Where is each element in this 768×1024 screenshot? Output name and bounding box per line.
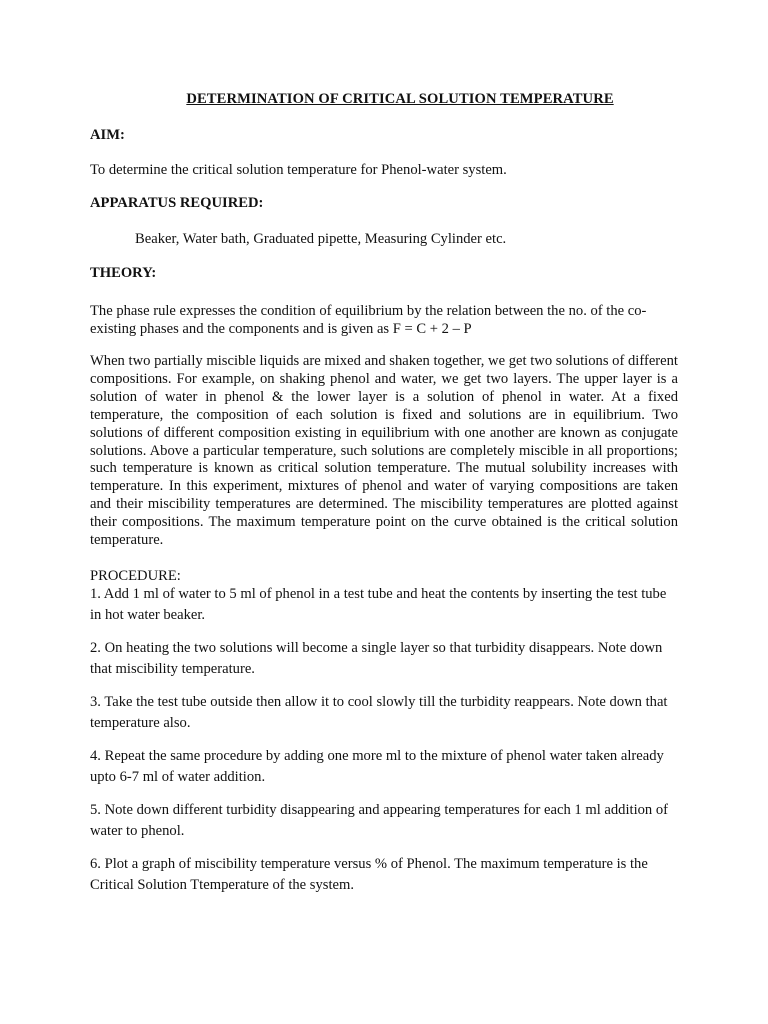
procedure-step: 1. Add 1 ml of water to 5 ml of phenol in a test tube and heat the contents by inserting the test tube in hot water beaker. (90, 586, 667, 623)
procedure-step: 3. Take the test tube outside then allow it to cool slowly till the turbidity reappears. Note down that temperature also. (90, 694, 668, 731)
procedure-heading: PROCEDURE: (90, 568, 181, 584)
page-title: DETERMINATION OF CRITICAL SOLUTION TEMPERATURE (186, 91, 614, 107)
apparatus-heading: APPARATUS REQUIRED: (90, 195, 264, 211)
procedure-step: 2. On heating the two solutions will become a single layer so that turbidity disappears. Note down that miscibility temperature. (90, 640, 663, 677)
aim-text: To determine the critical solution temperature for Phenol-water system. (90, 162, 507, 178)
procedure-step: 4. Repeat the same procedure by adding one more ml to the mixture of phenol water taken already upto 6-7 ml of water addition. (90, 748, 664, 785)
procedure-step: 6. Plot a graph of miscibility temperature versus % of Phenol. The maximum temperature is the Critical Solution Ttemperature of the system. (90, 856, 648, 893)
theory-paragraph-phase-rule: The phase rule expresses the condition of equilibrium by the relation between the no. of the co-existing phases and the components and is given as F = C + 2 – P (90, 303, 647, 337)
theory-heading: THEORY: (90, 265, 157, 281)
apparatus-text: Beaker, Water bath, Graduated pipette, Measuring Cylinder etc. (135, 231, 507, 247)
aim-heading: AIM: (90, 127, 125, 143)
procedure-step: 5. Note down different turbidity disappearing and appearing temperatures for each 1 ml addition of water to phenol. (90, 802, 669, 839)
theory-paragraph-miscibility: When two partially miscible liquids are mixed and shaken together, we get two solutions of different compositions. For example, on shaking phenol and water, we get two layers. The upper layer is a solution of water in phenol & the lower layer is a solution of phenol in water. At a fixed temperature, the composition of each solution is fixed and solutions are in equilibrium. Two solutions of different composition existing in equilibrium with one another are known as conjugate solutions. Above a particular temperature, such solutions are completely miscible in all proportions; such temperature is known as critical solution temperature. The mutual solubility increases with temperature. In this experiment, mixtures of phenol and water of varying compositions are taken and their miscibility temperatures are determined. The miscibility temperatures are plotted against their compositions. The maximum temperature point on the curve obtained is the critical solution temperature. (90, 353, 678, 549)
